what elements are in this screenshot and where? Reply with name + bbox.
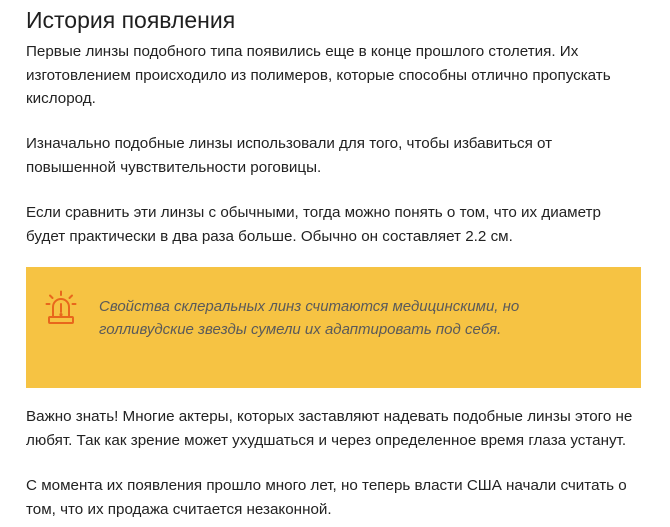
section-heading: История появления — [26, 7, 236, 33]
callout-text — [99, 295, 519, 341]
paragraph-line: Если сравнить эти линзы с обычными, тогда можно понять о том, что их диаметр — [26, 204, 601, 221]
paragraph-line: том, что их продажа считается незаконной. — [26, 500, 332, 518]
callout-line: голливудские звезды сумели их адаптировать под себя. — [99, 321, 502, 338]
alarm-siren-icon — [45, 290, 77, 326]
paragraph-line: кислород. — [26, 90, 96, 107]
paragraph — [26, 201, 601, 248]
paragraph — [26, 132, 552, 179]
paragraph — [26, 40, 611, 111]
paragraph-line: будет практически в два раза больше. Обычно он составляет 2.2 см. — [26, 227, 513, 245]
paragraph-line: повышенной чувствительности роговицы. — [26, 158, 322, 176]
paragraph-line: Первые линзы подобного типа появились еще в конце прошлого столетия. Их — [26, 43, 579, 60]
paragraph-line: Изначально подобные линзы использовали для того, чтобы избавиться от — [26, 135, 553, 152]
callout-line: Свойства склеральных линз считаются медицинскими, но — [99, 298, 520, 315]
warning-callout — [26, 267, 641, 388]
paragraph-line: любят. Так как зрение может ухудшаться и через определенное время глаза устанут. — [26, 431, 627, 449]
paragraph — [26, 405, 632, 452]
paragraph-line: изготовлением происходило из полимеров, которые способны отлично пропускать — [26, 66, 611, 84]
paragraph-line: С момента их появления прошло много лет, но теперь власти США начали считать о — [26, 477, 627, 494]
paragraph-line: Важно знать! Многие актеры, которых заставляют надевать подобные линзы этого не — [26, 408, 633, 425]
paragraph — [26, 474, 627, 521]
